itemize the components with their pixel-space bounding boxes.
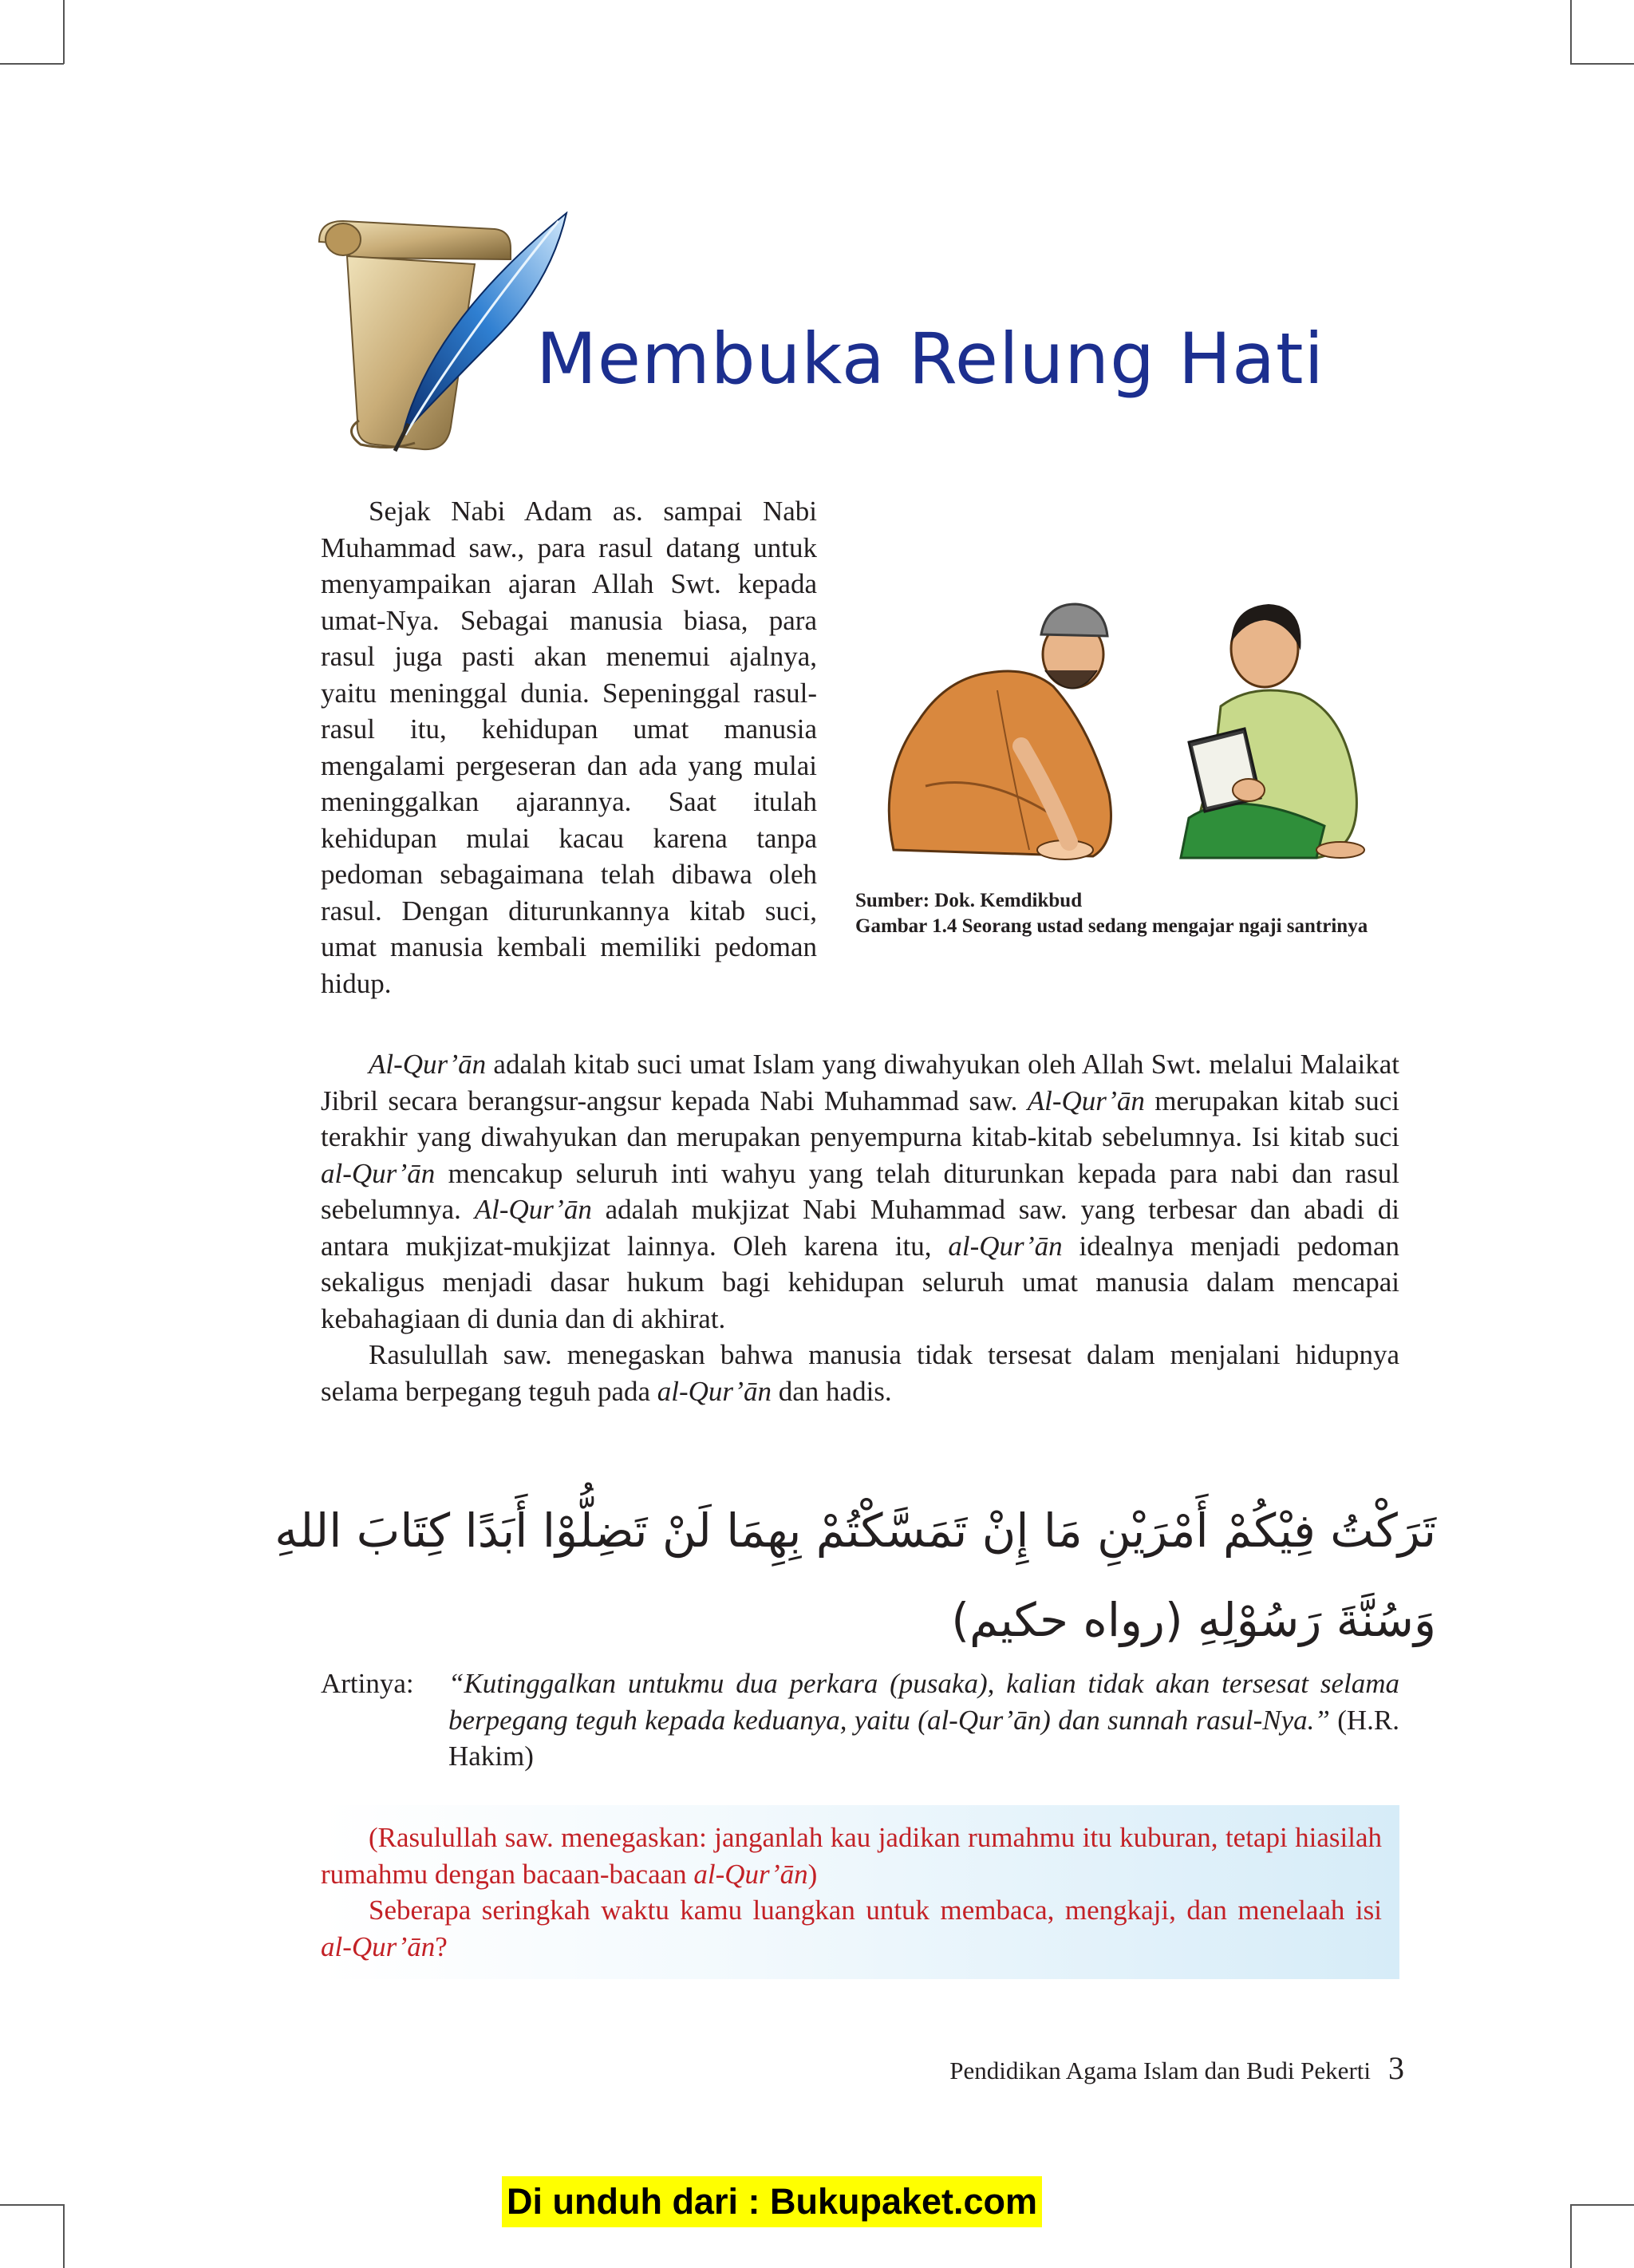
translation-quote: “Kutinggalkan untukmu dua perkara (pusaka), kalian tidak akan tersesat selama berpegang teguh kepada keduanya, yaitu (al-Qur’ān) dan sunnah rasul-Nya.” (H.R. Hakim)	[448, 1668, 1400, 1772]
reflection-question: Seberapa seringkah waktu kamu luangkan untuk membaca, mengkaji, dan menelaah isi al-Qur’ān?	[321, 1895, 1382, 1962]
scroll-quill-icon	[311, 211, 574, 459]
hadith-line-2: وَسُنَّةَ رَسُوْلِهِ (رواه حكيم)	[951, 1593, 1436, 1647]
intro-paragraph	[321, 493, 817, 1002]
figure-title: Gambar 1.4 Seorang ustad sedang mengajar ngaji santrinya	[855, 915, 1368, 937]
figure-caption	[855, 888, 1414, 939]
figure-source: Sumber: Dok. Kemdikbud	[855, 890, 1083, 911]
book-title: Pendidikan Agama Islam dan Budi Pekerti	[949, 2057, 1371, 2084]
translation-label: Artinya:	[321, 1668, 414, 1699]
crop-mark	[1570, 63, 1634, 65]
page-footer	[830, 2049, 1404, 2087]
hadith-translation	[321, 1665, 1399, 1775]
download-banner: Di unduh dari : Bukupaket.com	[502, 2176, 1042, 2227]
ustad-teaching-illustration	[870, 587, 1380, 862]
crop-mark	[0, 63, 64, 65]
reflection-box	[321, 1805, 1399, 1979]
reflection-hadith: (Rasulullah saw. menegaskan: janganlah kau jadikan rumahmu itu kuburan, tetapi hiasilah rumahmu dengan bacaan-bacaan al-Qur’ān)	[321, 1822, 1382, 1890]
intro-text: Sejak Nabi Adam as. sampai Nabi Muhammad saw., para rasul datang untuk menyampaikan ajaran Allah Swt. kepada umat-Nya. Sebagai manusia biasa, para rasul juga pasti akan menemui ajalnya, yaitu meninggal dunia. Sepeninggal rasul-rasul itu, kehidupan umat manusia mengalami pergeseran dan ada yang mulai meninggalkan ajarannya. Saat itulah kehidupan mulai kacau karena tanpa pedoman sebagaimana telah dibawa oleh rasul. Dengan diturunkannya kitab suci, umat manusia kembali memiliki pedoman hidup.	[321, 496, 817, 999]
crop-mark	[1570, 2204, 1634, 2206]
crop-mark	[1570, 0, 1572, 64]
crop-mark	[0, 2204, 64, 2206]
hadith-arabic	[274, 1486, 1436, 1665]
paragraph-rasulullah: Rasulullah saw. menegaskan bahwa manusia tidak tersesat dalam menjalani hidupnya selama berpegang teguh pada al-Qur’ān dan hadis.	[321, 1339, 1399, 1407]
page-title: Membuka Relung Hati	[536, 318, 1324, 400]
page-number: 3	[1388, 2050, 1404, 2086]
crop-mark	[63, 0, 65, 64]
paragraph-quran: Al-Qur’ān adalah kitab suci umat Islam yang diwahyukan oleh Allah Swt. melalui Malaikat Jibril secara berangsur-angsur kepada Nabi Muhammad saw. Al-Qur’ān merupakan kitab suci terakhir yang diwahyukan dan merupakan penyempurna kitab-kitab sebelumnya. Isi kitab suci al-Qur’ān mencakup seluruh inti wahyu yang telah diturunkan kepada para nabi dan rasul sebelumnya. Al-Qur’ān adalah mukjizat Nabi Muhammad saw. yang terbesar dan abadi di antara mukjizat-mukjizat lainnya. Oleh karena itu, al-Qur’ān idealnya menjadi pedoman sekaligus menjadi dasar hukum bagi kehidupan seluruh umat manusia dalam mencapai kebahagiaan di dunia dan di akhirat.	[321, 1049, 1399, 1334]
main-text	[321, 1046, 1399, 1409]
hadith-line-1: تَرَكْتُ فِيْكُمْ أَمْرَيْنِ مَا إِنْ تَمَسَّكْتُمْ بِهِمَا لَنْ تَضِلُّوْا أَبَدًا كِتَابَ اللهِ	[274, 1503, 1436, 1558]
crop-mark	[63, 2204, 65, 2268]
crop-mark	[1570, 2204, 1572, 2268]
